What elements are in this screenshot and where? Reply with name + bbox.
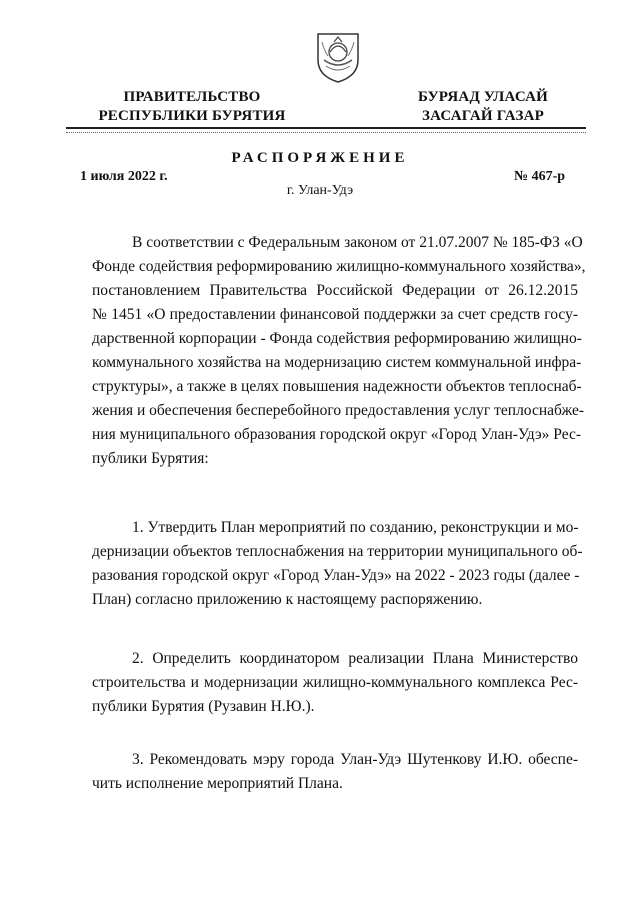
document-date: 1 июля 2022 г. bbox=[80, 169, 168, 184]
preamble-line: ния муниципального образования городской округ «Город Улан-Удэ» Рес- bbox=[92, 426, 582, 443]
item-1-line: 1. Утвердить План мероприятий по созданию, реконструкции и мо- bbox=[132, 519, 579, 536]
item-1-line: дернизации объектов теплоснабжения на территории муниципального об- bbox=[92, 543, 583, 560]
item-2-line: 2. Определить координатором реализации Плана Министерство bbox=[132, 650, 578, 667]
item-1-line: разования городской округ «Город Улан-Удэ» на 2022 - 2023 годы (далее - bbox=[92, 567, 580, 584]
header-divider-dotted bbox=[66, 132, 586, 133]
org-name-buryat bbox=[388, 88, 578, 126]
document-city: г. Улан-Удэ bbox=[286, 183, 354, 198]
preamble-line: постановлением Правительства Российской Федерации от 26.12.2015 bbox=[92, 282, 578, 299]
org-name-russian bbox=[92, 88, 292, 126]
item-3-line: 3. Рекомендовать мэру города Улан-Удэ Шутенкову И.Ю. обеспе- bbox=[132, 751, 578, 768]
document-number: № 467-р bbox=[514, 169, 566, 184]
item-2-line: строительства и модернизации жилищно-коммунального комплекса Рес- bbox=[92, 674, 578, 691]
item-2-line: публики Бурятия (Рузавин Н.Ю.). bbox=[92, 698, 315, 715]
item-1-line: План) согласно приложению к настоящему распоряжению. bbox=[92, 591, 483, 608]
preamble-line: В соответствии с Федеральным законом от 21.07.2007 № 185-ФЗ «О bbox=[132, 234, 583, 251]
org-ru-line2: РЕСПУБЛИКИ БУРЯТИЯ bbox=[98, 108, 286, 124]
item-3-line: чить исполнение мероприятий Плана. bbox=[92, 775, 343, 792]
coat-of-arms-icon bbox=[314, 30, 362, 84]
header-divider bbox=[66, 127, 586, 129]
preamble-line: дарственной корпорации - Фонда содействия реформированию жилищно- bbox=[92, 330, 582, 347]
document-type-title: РАСПОРЯЖЕНИЕ bbox=[231, 150, 409, 166]
preamble-line: публики Бурятия: bbox=[92, 450, 209, 467]
preamble-paragraph bbox=[92, 231, 586, 471]
preamble-line: жения и обеспечения бесперебойного предоставления услуг теплоснабже- bbox=[92, 402, 585, 419]
item-1-paragraph bbox=[92, 516, 583, 612]
item-2-paragraph bbox=[92, 647, 578, 719]
preamble-line: коммунального хозяйства на модернизацию систем коммунальной инфра- bbox=[92, 354, 582, 371]
item-3-paragraph bbox=[92, 748, 578, 796]
org-ru-line1: ПРАВИТЕЛЬСТВО bbox=[123, 89, 261, 105]
preamble-line: Фонде содействия реформированию жилищно-коммунального хозяйства», bbox=[92, 258, 586, 275]
preamble-line: № 1451 «О предоставлении финансовой поддержки за счет средств госу- bbox=[92, 306, 578, 323]
org-bua-line1: БУРЯАД УЛАСАЙ bbox=[417, 89, 549, 105]
preamble-line: структуры», а также в целях повышения надежности объектов теплоснаб- bbox=[92, 378, 582, 395]
org-bua-line2: ЗАСАГАЙ ГАЗАР bbox=[422, 108, 544, 124]
